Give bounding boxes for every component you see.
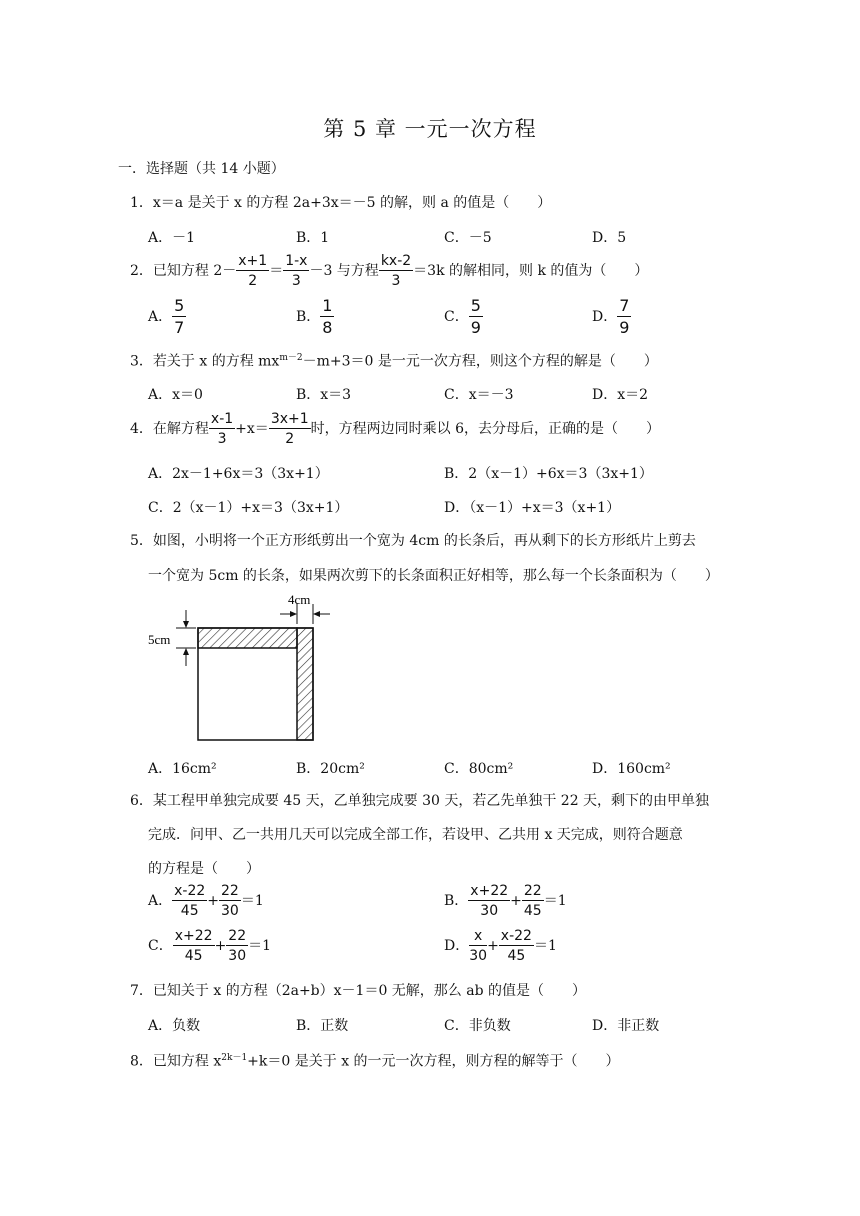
q3-option-c: C．x＝－3 xyxy=(444,387,514,403)
question-2-stem xyxy=(130,254,648,288)
q3-option-d: D．x＝2 xyxy=(592,387,649,403)
q6-option-d: D． $\frac{x}{30}$ + $\frac{x-22}{45}$ ＝1 xyxy=(444,928,557,964)
question-3-stem xyxy=(130,350,658,371)
q3-option-b: B．x＝3 xyxy=(296,387,352,403)
page-title: 第 5 章 一元一次方程 xyxy=(323,117,537,141)
dimension-5cm-label: 5cm xyxy=(148,632,171,647)
question-5-line-1: 5．如图，小明将一个正方形纸剪出一个宽为 4cm 的长条后，再从剩下的长方形纸片上剪去 xyxy=(130,533,696,549)
q4-option-c: C．2（x－1）+x＝3（3x+1） xyxy=(148,500,349,516)
q6-option-c: C． $\frac{x+22}{45}$ + $\frac{22}{30}$ ＝1 xyxy=(148,928,272,964)
q2-f3-numerator: kx-2 xyxy=(380,253,412,269)
question-6-line-1: 6．某工程甲单独完成要 45 天，乙单独完成要 30 天，若乙先单独干 22 天，剩下的由甲单独 xyxy=(130,793,710,809)
q2-fraction-1 xyxy=(236,254,269,288)
q3-option-a: A．x＝0 xyxy=(148,387,203,403)
q5-option-c: C．80cm² xyxy=(444,761,514,777)
q2-option-d: D． $\frac{7}{9}$ xyxy=(592,296,630,337)
q2-fraction-2 xyxy=(283,254,309,288)
q2-f1-numerator: x+1 xyxy=(238,253,268,269)
q2-f3-denominator: 3 xyxy=(391,273,401,289)
q5-option-d: D．160cm² xyxy=(592,761,671,777)
q5-option-a: A．16cm² xyxy=(148,761,217,777)
q7-option-d: D．非正数 xyxy=(592,1018,660,1034)
question-4-stem xyxy=(130,412,660,446)
q2-f2-numerator: 1-x xyxy=(285,253,308,269)
question-8-stem xyxy=(130,1050,620,1071)
q2-prefix: 2．已知方程 2－ xyxy=(130,263,237,279)
q2-option-c: C． $\frac{5}{9}$ xyxy=(444,296,481,337)
question-6-line-2: 完成．问甲、乙一共用几天可以完成全部工作，若设甲、乙共用 x 天完成，则符合题意 xyxy=(148,827,683,843)
q8-suffix: +k＝0 是关于 x 的一元一次方程，则方程的解等于（ ） xyxy=(247,1053,620,1070)
dimension-4cm-label: 4cm xyxy=(288,592,311,607)
q2-suffix: ＝3k 的解相同，则 k 的值为（ ） xyxy=(413,263,649,279)
q2-middle: －3 与方程 xyxy=(309,263,379,279)
q4-option-b: B．2（x－1）+6x＝3（3x+1） xyxy=(444,466,653,482)
q4-option-a: A．2x－1+6x＝3（3x+1） xyxy=(148,466,329,482)
section-heading: 一．选择题（共 14 小题） xyxy=(118,161,285,177)
q1-option-b: B．1 xyxy=(296,230,330,246)
question-5-line-2: 一个宽为 5cm 的长条，如果两次剪下的长条面积正好相等，那么每一个长条面积为（ ） xyxy=(148,568,719,584)
q4-f1-denominator: 3 xyxy=(217,431,227,447)
q3-exponent: m－2 xyxy=(279,353,303,363)
top-strip xyxy=(198,628,297,648)
q2-option-a: A． $\frac{5}{7}$ xyxy=(148,296,185,337)
q4-middle: +x＝ xyxy=(235,421,269,437)
square-paper-figure xyxy=(140,590,350,750)
q2-f2-denominator: 3 xyxy=(291,273,301,289)
q4-fraction-1 xyxy=(209,412,235,446)
q2-option-b: B． $\frac{1}{8}$ xyxy=(296,296,333,337)
q1-option-c: C．－5 xyxy=(444,230,492,246)
q4-suffix: 时，方程两边同时乘以 6，去分母后，正确的是（ ） xyxy=(310,421,661,437)
question-7-stem: 7．已知关于 x 的方程（2a+b）x－1＝0 无解，那么 ab 的值是（ ） xyxy=(130,983,587,999)
q7-option-c: C．非负数 xyxy=(444,1018,511,1034)
q2-fraction-3 xyxy=(379,254,413,288)
right-strip xyxy=(297,628,313,740)
question-6-line-3: 的方程是（ ） xyxy=(148,861,260,877)
q1-option-d: D．5 xyxy=(592,230,627,246)
q4-prefix: 4．在解方程 xyxy=(130,421,209,437)
q2-f1-denominator: 2 xyxy=(248,273,258,289)
q6-option-b: B． $\frac{x+22}{30}$ + $\frac{22}{45}$ ＝1 xyxy=(444,883,567,919)
q4-f1-numerator: x-1 xyxy=(210,411,234,427)
q7-option-b: B．正数 xyxy=(296,1018,349,1034)
q8-prefix: 8．已知方程 x xyxy=(130,1053,222,1070)
q4-f2-numerator: 3x+1 xyxy=(270,411,309,427)
q4-f2-denominator: 2 xyxy=(285,431,295,447)
q7-option-a: A．负数 xyxy=(148,1018,201,1034)
q4-option-d: D．（x－1）+x＝3（x+1） xyxy=(444,500,621,516)
q3-prefix: 3．若关于 x 的方程 mx xyxy=(130,353,280,370)
q4-fraction-2 xyxy=(269,412,311,446)
question-1-stem: 1．x＝a 是关于 x 的方程 2a+3x＝－5 的解，则 a 的值是（ ） xyxy=(130,195,552,211)
q2-equals: ＝ xyxy=(269,263,284,279)
q5-option-b: B．20cm² xyxy=(296,761,365,777)
q6-option-a: A． $\frac{x-22}{45}$ + $\frac{22}{30}$ ＝1 xyxy=(148,883,264,919)
q1-option-a: A．－1 xyxy=(148,230,196,246)
q3-suffix: －m+3＝0 是一元一次方程，则这个方程的解是（ ） xyxy=(302,353,658,370)
q8-exponent: 2k－1 xyxy=(221,1053,248,1063)
